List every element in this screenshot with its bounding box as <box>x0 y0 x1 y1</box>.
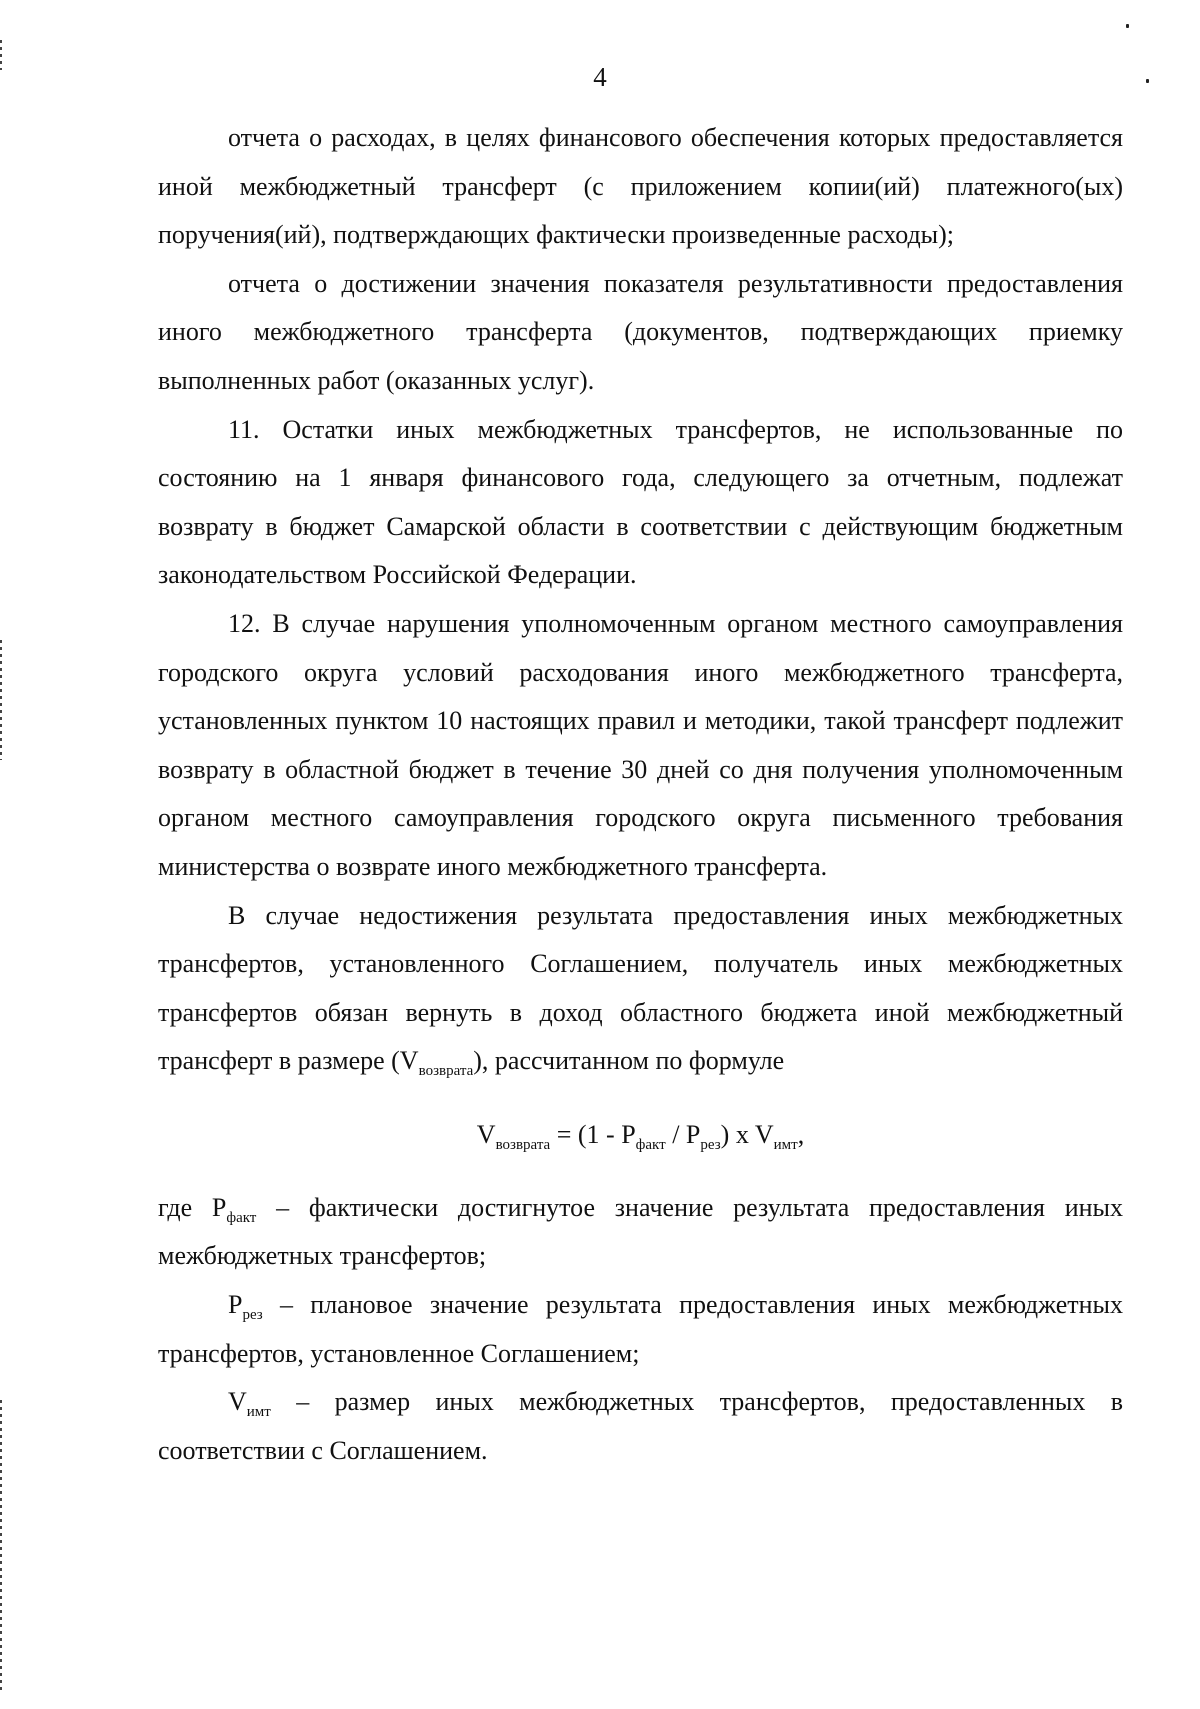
definition-p-plan <box>158 1281 1123 1378</box>
scan-edge-mark <box>0 640 2 760</box>
definition-p-fact <box>158 1184 1123 1281</box>
definition-v-imt-sub: имт <box>246 1404 271 1421</box>
return-formula <box>158 1111 1123 1159</box>
non-achievement-tail: ), рассчитанном по формуле <box>473 1046 785 1076</box>
formula-p-plan-sub: рез <box>700 1136 721 1153</box>
page-number: 4 <box>593 62 607 92</box>
formula-part1: = (1 - P <box>550 1119 636 1149</box>
definition-v-imt-symbol: V <box>228 1387 247 1417</box>
scan-edge-mark <box>0 1400 2 1690</box>
formula-part4: , <box>797 1119 805 1149</box>
formula-v-imt-sub: имт <box>773 1136 798 1153</box>
definition-v-imt <box>158 1378 1123 1475</box>
definition-p-plan-symbol: P <box>228 1290 243 1320</box>
scan-dot <box>1126 24 1129 28</box>
formula-part3: ) x V <box>720 1119 774 1149</box>
paragraph-12-violation: 12. В случае нарушения уполномоченным органом местного самоуправления городского округа условий расходования иного межбюджетного трансферта, установленных пунктом 10 настоящих правил и методики, такой трансферт подлежит возврату в областной бюджет в течение 30 дней со дня получения уполномоченным органом местного самоуправления городского округа письменного требования министерства о возврате иного межбюджетного трансферта. <box>158 608 1123 881</box>
formula-p-fact-sub: факт <box>635 1136 666 1153</box>
definition-p-plan-sub: рез <box>242 1307 263 1324</box>
formula-v: V <box>476 1119 496 1149</box>
formula-part2: / P <box>665 1119 701 1149</box>
formula-v-sub: возврата <box>495 1136 551 1153</box>
v-return-subscript: возврата <box>418 1063 474 1080</box>
definition-p-fact-text: – фактически достигнутое значение результата предоставления иных межбюджетных трансфертов; <box>158 1192 1123 1271</box>
definition-p-plan-text: – плановое значение результата предоставления иных межбюджетных трансфертов, установленное Соглашением; <box>158 1290 1123 1368</box>
paragraph-performance-report: отчета о достижении значения показателя результативности предоставления иного межбюджетного трансферта (документов, подтверждающих приемку выполненных работ (оказанных услуг). <box>158 268 1123 395</box>
definition-p-fact-sub: факт <box>226 1209 257 1226</box>
paragraph-11-remainders: 11. Остатки иных межбюджетных трансфертов, не использованные по состоянию на 1 января финансового года, следующего за отчетным, подлежат возврату в бюджет Самарской области в соответствии с действующим бюджетным законодательством Российской Федерации. <box>158 414 1123 590</box>
non-achievement-text: В случае недостижения результата предоставления иных межбюджетных трансфертов, установленного Соглашением, получатель иных межбюджетных трансфертов обязан вернуть в доход областного бюджета иной межбюджетный трансферт в размере (V <box>158 900 1123 1076</box>
definition-v-imt-text: – размер иных межбюджетных трансфертов, предоставленных в соответствии с Соглашением. <box>158 1387 1123 1465</box>
paragraph-expense-report: отчета о расходах, в целях финансового обеспечения которых предоставляется иной межбюджетный трансферт (с приложением копии(ий) платежного(ых) поручения(ий), подтверждающих фактически произведенные расходы); <box>158 123 1123 250</box>
definition-p-fact-symbol: где P <box>158 1192 227 1222</box>
document-body <box>158 114 1123 1475</box>
paragraph-non-achievement <box>158 892 1123 1086</box>
